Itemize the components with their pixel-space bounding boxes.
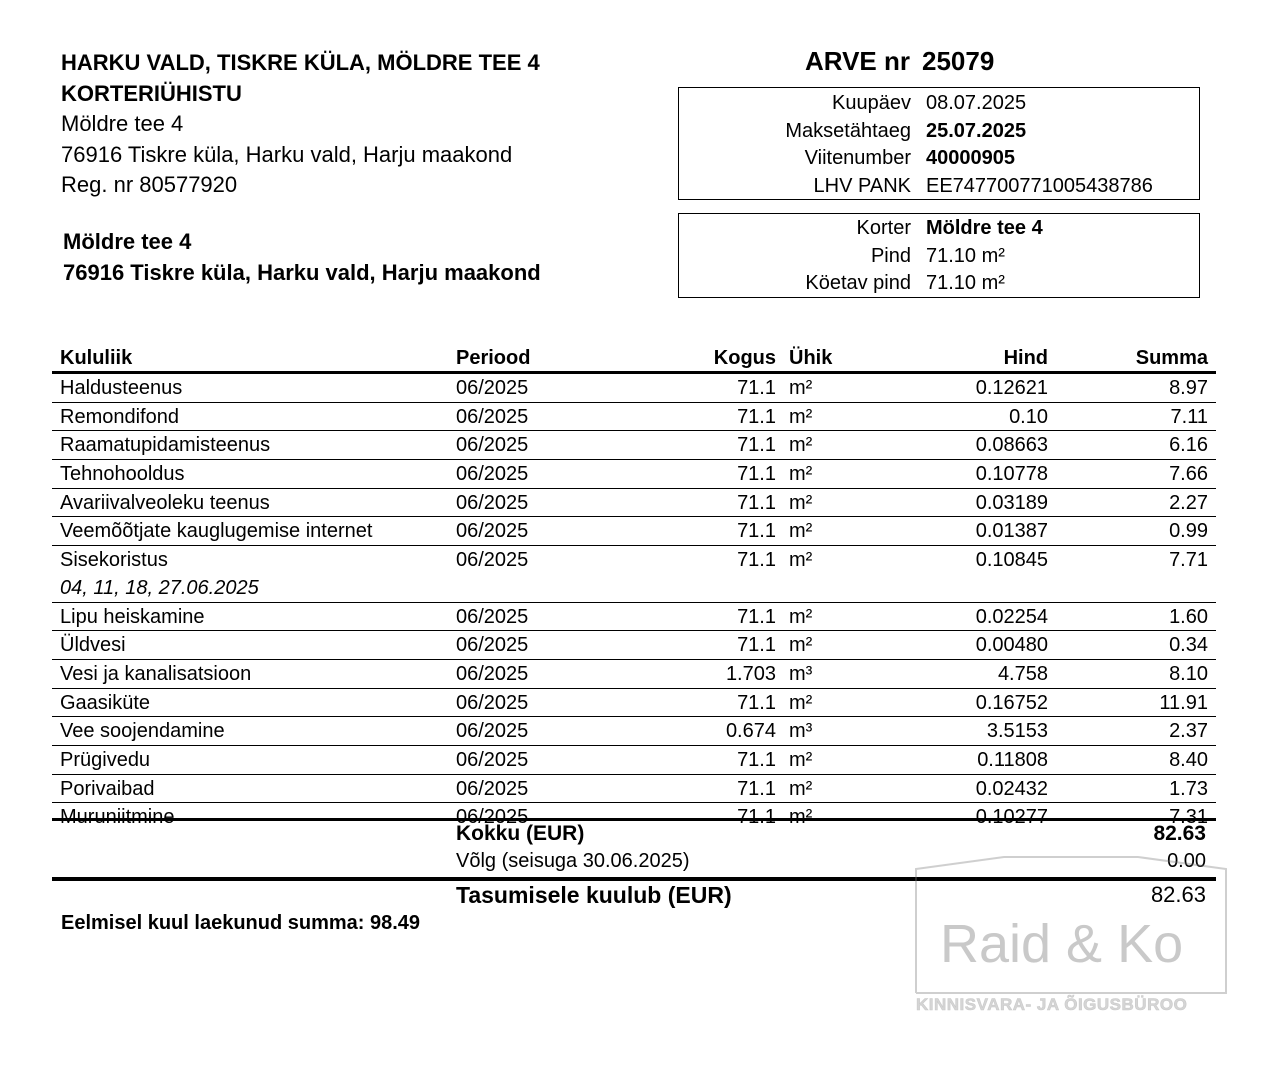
cell-kululiik: Avariivalveoleku teenus: [60, 491, 270, 514]
table-row: [52, 746, 1216, 775]
apartment-details-box: [678, 213, 1200, 298]
cell-summa: 1.73: [1169, 777, 1208, 800]
cell-periood: 06/2025: [456, 663, 529, 685]
sender-address-city: 76916 Tiskre küla, Harku vald, Harju maakond: [61, 141, 513, 167]
cell-hind: 0.00480: [975, 634, 1048, 657]
cell-hind: 0.03189: [975, 491, 1048, 514]
detail-row: [679, 173, 1199, 200]
cell-periood: 06/2025: [456, 463, 529, 486]
cell-summa: 8.40: [1169, 749, 1208, 772]
cell-hind: 0.12621: [975, 377, 1048, 399]
detail-value: Möldre tee 4: [926, 217, 1043, 239]
detail-key: Viitenumber: [804, 147, 911, 169]
cell-summa: 7.66: [1169, 463, 1208, 486]
cell-hind: 0.02254: [975, 605, 1048, 628]
cell-hind: 0.02432: [975, 777, 1048, 800]
invoice-title: [805, 46, 994, 77]
cell-uhik: m²: [789, 434, 813, 457]
table-header: [52, 343, 1216, 374]
detail-key: Pind: [870, 244, 911, 267]
detail-value: EE747700771005438786: [926, 174, 1153, 197]
recipient-block: [63, 226, 541, 288]
cell-uhik: m²: [789, 605, 813, 628]
cell-uhik: m²: [789, 377, 813, 399]
cell-uhik: m²: [789, 520, 813, 543]
logo-subtitle: KINNISVARA- JA ÕIGUSBÜROO: [916, 995, 1188, 1014]
cell-periood: 06/2025: [456, 634, 529, 657]
cell-kogus: 71.1: [737, 691, 776, 714]
table-row: [52, 431, 1216, 460]
cell-hind: 0.08663: [975, 434, 1048, 457]
cell-summa: 0.99: [1169, 520, 1208, 543]
previous-payment: Eelmisel kuul laekunud summa: 98.49: [61, 912, 421, 934]
cell-periood: 06/2025: [456, 549, 529, 572]
cell-kogus: 1.703: [725, 663, 776, 685]
detail-row: [679, 90, 1199, 117]
cell-kululiik: Remondifond: [60, 405, 179, 428]
cell-kogus: 71.1: [737, 749, 776, 772]
detail-key: Maksetähtaeg: [785, 119, 911, 142]
debt-label: Võlg (seisuga 30.06.2025): [456, 850, 690, 872]
table-row: [52, 717, 1216, 746]
cell-kululiik: Vee soojendamine: [60, 720, 225, 743]
header-summa: Summa: [1135, 347, 1208, 369]
table-row: [52, 775, 1216, 804]
cell-hind: 0.01387: [975, 520, 1048, 543]
table-row: [52, 631, 1216, 660]
cell-hind: 0.11808: [977, 749, 1048, 772]
table-row: [52, 517, 1216, 546]
cell-kogus: 71.1: [737, 549, 776, 572]
table-row: [52, 689, 1216, 718]
company-logo-watermark: [912, 855, 1230, 1020]
cell-hind: 0.10778: [975, 463, 1048, 486]
cell-kogus: 71.1: [737, 605, 776, 628]
detail-value: 08.07.2025: [926, 92, 1027, 114]
cell-periood: 06/2025: [456, 377, 529, 399]
cell-kululiik: Prügivedu: [60, 749, 151, 772]
cell-uhik: m³: [789, 720, 813, 743]
cell-uhik: m²: [789, 405, 813, 428]
invoice-label: ARVE nr: [805, 46, 910, 76]
cell-kululiik: Tehnohooldus: [60, 463, 185, 486]
cell-kululiik: Üldvesi: [60, 634, 126, 657]
cell-kululiik: Raamatupidamisteenus: [60, 434, 271, 457]
cell-hind: 3.5153: [986, 720, 1048, 743]
cell-uhik: m²: [789, 549, 813, 572]
cell-hind: 0.16752: [975, 691, 1048, 714]
cell-periood: 06/2025: [456, 405, 529, 428]
cell-hind: 4.758: [997, 663, 1048, 685]
cell-kogus: 71.1: [737, 634, 776, 657]
detail-row: [679, 215, 1199, 242]
sender-name-line2: KORTERIÜHISTU: [61, 80, 242, 106]
invoice-details-box: [678, 87, 1200, 200]
cell-summa: 7.71: [1169, 549, 1208, 572]
table-row: [52, 374, 1216, 403]
detail-value: 40000905: [926, 147, 1015, 169]
amount-due-value: 82.63: [1150, 882, 1206, 907]
cell-kululiik: Porivaibad: [60, 777, 155, 800]
cell-kululiik: Lipu heiskamine: [60, 605, 205, 628]
cell-summa: 2.37: [1169, 720, 1208, 743]
cell-periood: 06/2025: [456, 434, 529, 457]
cell-periood: 06/2025: [456, 777, 529, 800]
header-periood: Periood: [456, 347, 531, 369]
cell-kogus: 71.1: [737, 405, 776, 428]
cell-uhik: m²: [789, 634, 813, 657]
cell-summa: 8.97: [1169, 377, 1208, 399]
cell-kululiik: Haldusteenus: [60, 377, 183, 399]
cell-summa: 2.27: [1169, 491, 1208, 514]
cell-kogus: 71.1: [737, 434, 776, 457]
detail-row: [679, 145, 1199, 172]
cell-uhik: m²: [789, 777, 813, 800]
row-note: 04, 11, 18, 27.06.2025: [60, 577, 259, 600]
cell-hind: 0.10845: [975, 549, 1048, 572]
logo-name: Raid & Ko: [940, 914, 1184, 974]
cell-periood: 06/2025: [456, 749, 529, 772]
cell-summa: 6.16: [1169, 434, 1208, 457]
totals-top-rule: [52, 818, 1216, 821]
table-row: [52, 460, 1216, 489]
sender-address-street: Möldre tee 4: [61, 111, 184, 136]
cell-kululiik: Vesi ja kanalisatsioon: [60, 663, 252, 685]
cell-kogus: 71.1: [737, 463, 776, 486]
header-hind: Hind: [1003, 347, 1048, 369]
sender-name-line1: HARKU VALD, TISKRE KÜLA, MÖLDRE TEE 4: [61, 50, 540, 75]
table-row: [52, 603, 1216, 632]
cell-kogus: 0.674: [725, 720, 776, 743]
detail-row: [679, 243, 1199, 270]
subtotal-value: 82.63: [1153, 822, 1206, 845]
cell-uhik: m²: [789, 491, 813, 514]
cell-uhik: m²: [789, 691, 813, 714]
recipient-address-city: 76916 Tiskre küla, Harku vald, Harju maakond: [63, 260, 541, 285]
subtotal-label: Kokku (EUR): [456, 822, 585, 845]
cell-periood: 06/2025: [456, 491, 529, 514]
detail-value: 25.07.2025: [926, 119, 1027, 142]
amount-due-label: Tasumisele kuulub (EUR): [456, 882, 732, 908]
header-kululiik: Kululiik: [60, 347, 133, 369]
detail-key: Kuupäev: [832, 92, 911, 114]
cell-kogus: 71.1: [737, 491, 776, 514]
detail-row: [679, 270, 1199, 297]
cell-summa: 7.11: [1170, 405, 1208, 428]
cell-summa: 8.10: [1169, 663, 1208, 685]
detail-key: Korter: [856, 217, 911, 239]
table-body: [52, 374, 1216, 831]
cell-kululiik: Veemõõtjate kauglugemise internet: [60, 520, 373, 543]
cell-uhik: m³: [789, 663, 813, 685]
cell-summa: 11.91: [1159, 691, 1208, 714]
charges-table: [52, 343, 1216, 831]
header-kogus: Kogus: [713, 347, 776, 369]
header-uhik: Ühik: [789, 347, 833, 369]
detail-value: 71.10 m²: [926, 244, 1005, 267]
cell-kogus: 71.1: [737, 777, 776, 800]
table-row: [52, 546, 1216, 603]
cell-periood: 06/2025: [456, 605, 529, 628]
cell-kululiik: Sisekoristus: [60, 549, 168, 572]
invoice-number: 25079: [922, 46, 995, 76]
debt-value: 0.00: [1167, 850, 1206, 872]
cell-periood: 06/2025: [456, 691, 529, 714]
cell-kululiik: Gaasiküte: [60, 691, 151, 714]
cell-kogus: 71.1: [737, 377, 776, 399]
table-row: [52, 403, 1216, 432]
sender-block: [61, 48, 540, 201]
cell-uhik: m²: [789, 749, 813, 772]
table-row: [52, 489, 1216, 518]
cell-kogus: 71.1: [737, 520, 776, 543]
cell-uhik: m²: [789, 463, 813, 486]
cell-summa: 1.60: [1169, 605, 1208, 628]
detail-row: [679, 118, 1199, 145]
table-row: [52, 660, 1216, 689]
recipient-address-street: Möldre tee 4: [63, 229, 192, 254]
detail-key: LHV PANK: [813, 174, 911, 197]
cell-periood: 06/2025: [456, 520, 529, 543]
detail-value: 71.10 m²: [926, 272, 1005, 294]
cell-periood: 06/2025: [456, 720, 529, 743]
cell-summa: 0.34: [1169, 634, 1208, 657]
sender-reg-number: Reg. nr 80577920: [61, 172, 238, 197]
detail-key: Köetav pind: [805, 272, 911, 294]
cell-hind: 0.10: [1009, 405, 1048, 428]
